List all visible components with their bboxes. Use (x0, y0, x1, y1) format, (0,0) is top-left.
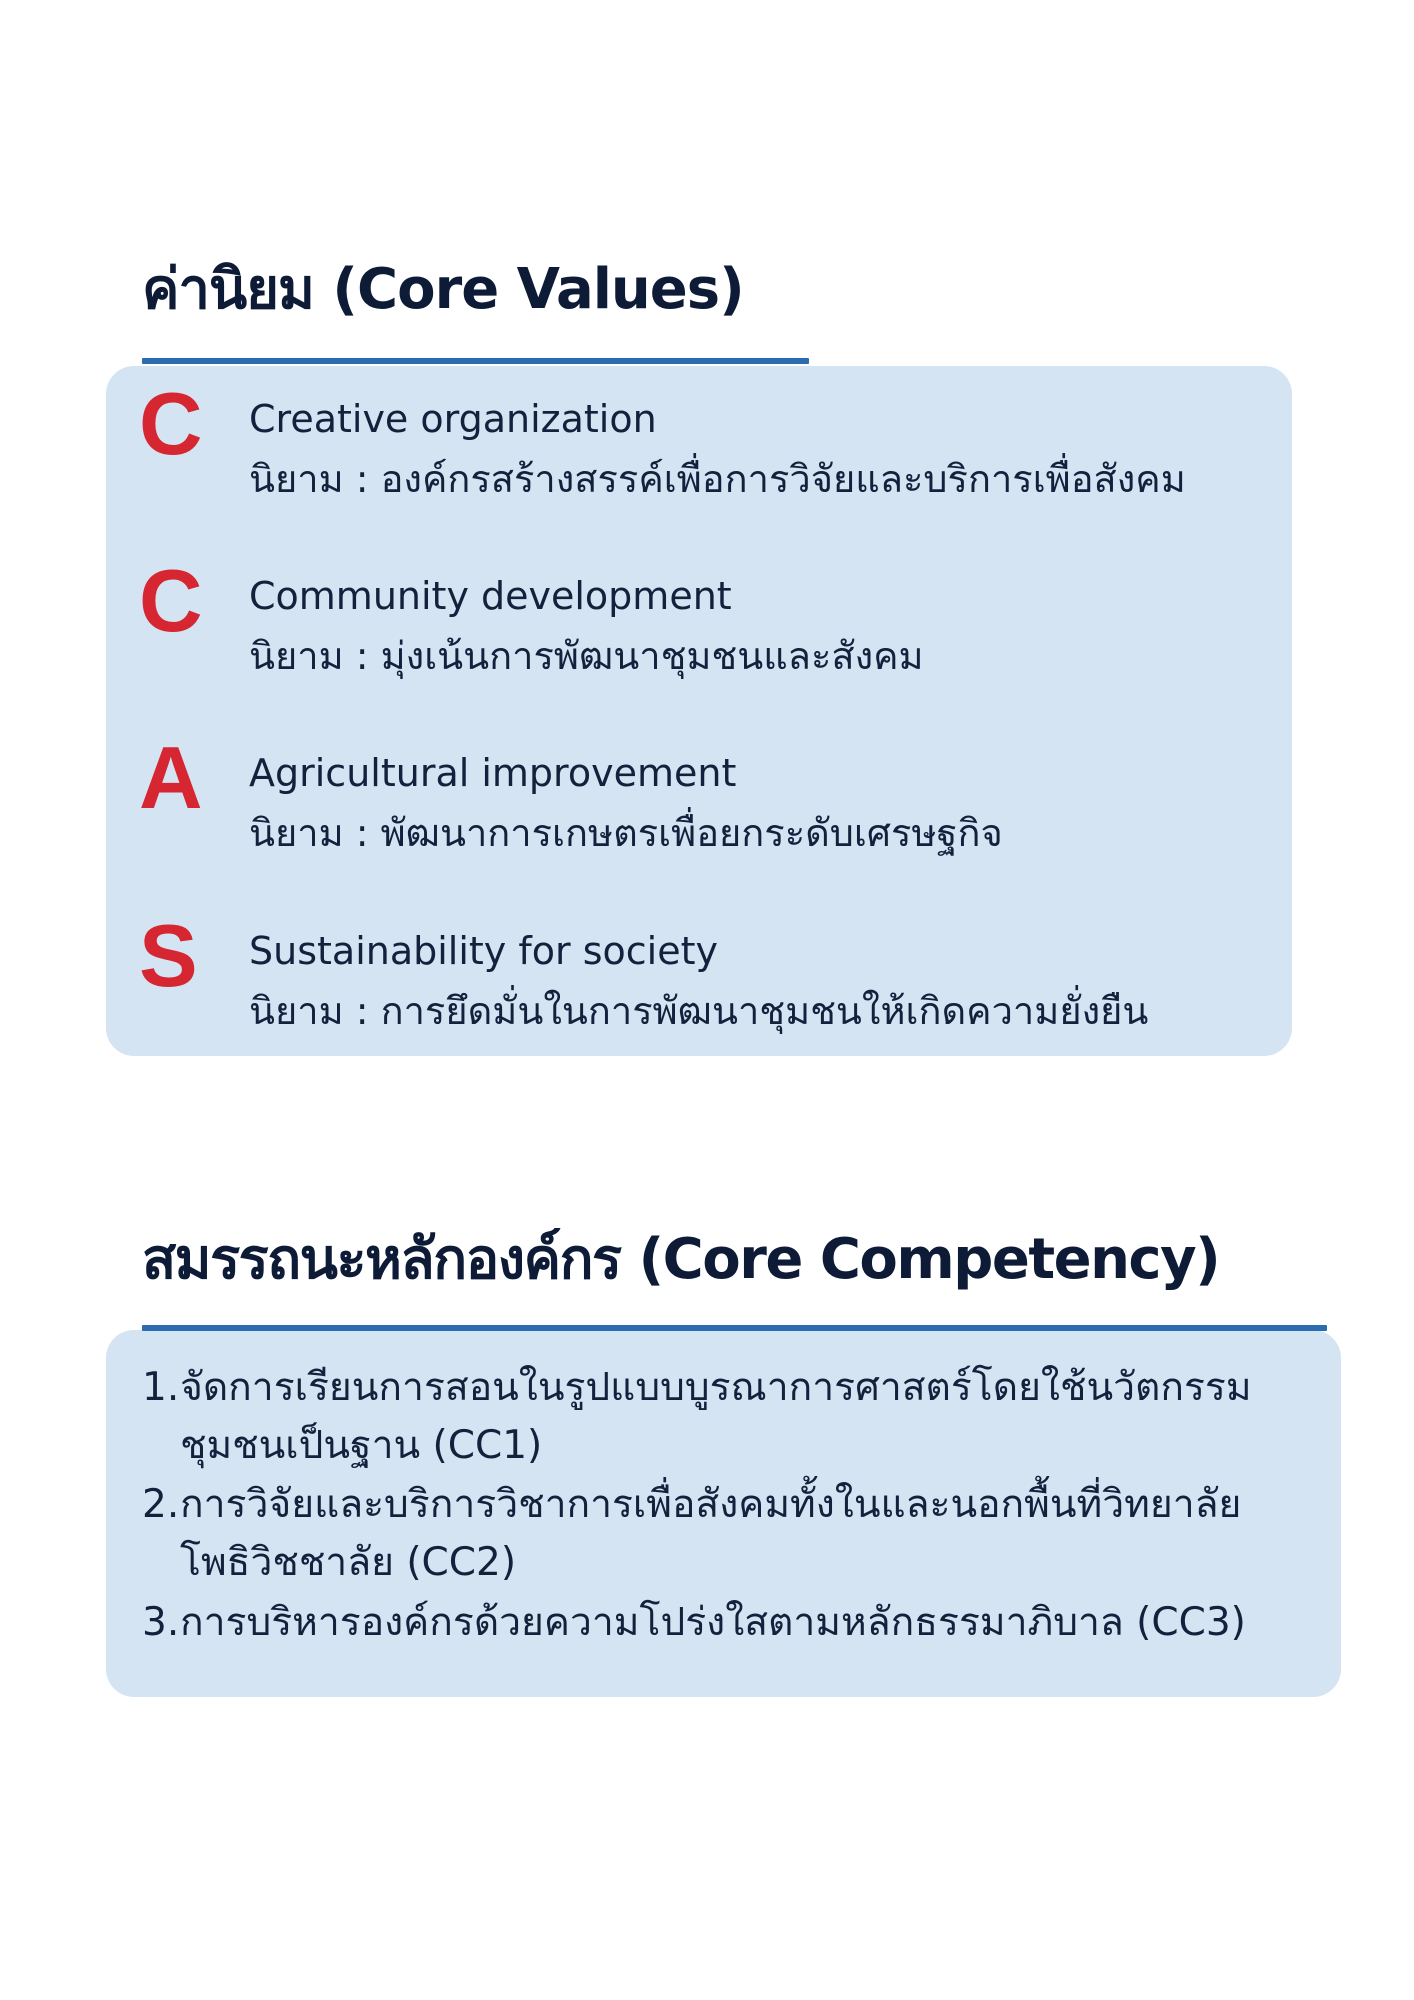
core-value-definition: นิยาม : พัฒนาการเกษตรเพื่อยกระดับเศรษฐกิจ (249, 811, 1003, 855)
core-competency-text: จัดการเรียนการสอนในรูปแบบบูรณาการศาสตร์โดยใช้นวัตกรรม (180, 1365, 1252, 1410)
core-value-definition: นิยาม : องค์กรสร้างสรรค์เพื่อการวิจัยและบริการเพื่อสังคม (249, 457, 1186, 501)
core-competency-title: สมรรถนะหลักองค์กร (Core Competency) (142, 1227, 1220, 1292)
core-value-name: Sustainability for society (249, 929, 718, 973)
core-value-name: Community development (249, 574, 732, 618)
core-value-letter: A (139, 728, 203, 827)
list-number: 2. (142, 1482, 180, 1527)
core-values-title: ค่านิยม (Core Values) (142, 257, 744, 322)
core-competency-item-1 (142, 1359, 1252, 1475)
core-value-definition: นิยาม : มุ่งเน้นการพัฒนาชุมชนและสังคม (249, 634, 924, 678)
core-value-letter: S (139, 906, 198, 1005)
core-competency-title-underline (142, 1325, 1327, 1331)
list-number: 1. (142, 1365, 180, 1410)
core-values-title-underline (142, 358, 809, 364)
core-competency-text: การวิจัยและบริการวิชาการเพื่อสังคมทั้งในและนอกพื้นที่วิทยาลัย (180, 1482, 1242, 1527)
core-competency-text-continued: โพธิวิชชาลัย (CC2) (180, 1540, 517, 1585)
core-values-panel (106, 366, 1292, 1056)
core-competency-text: การบริหารองค์กรด้วยความโปร่งใสตามหลักธรรมาภิบาล (CC3) (180, 1600, 1246, 1645)
core-value-letter: C (139, 374, 203, 473)
core-competency-item-2 (142, 1476, 1241, 1592)
core-competency-item-3 (142, 1594, 1246, 1652)
core-competency-text-continued: ชุมชนเป็นฐาน (CC1) (180, 1423, 543, 1468)
core-value-item-agricultural (106, 720, 1292, 855)
core-value-item-sustainability (106, 898, 1292, 1033)
core-value-definition: นิยาม : การยึดมั่นในการพัฒนาชุมชนให้เกิดความยั่งยืน (249, 989, 1149, 1033)
core-value-item-creative (106, 366, 1292, 501)
list-number: 3. (142, 1600, 180, 1645)
core-value-name: Creative organization (249, 397, 657, 441)
core-value-letter: C (139, 551, 203, 650)
core-value-item-community (106, 543, 1292, 678)
core-value-name: Agricultural improvement (249, 751, 737, 795)
core-competency-panel (106, 1330, 1341, 1697)
